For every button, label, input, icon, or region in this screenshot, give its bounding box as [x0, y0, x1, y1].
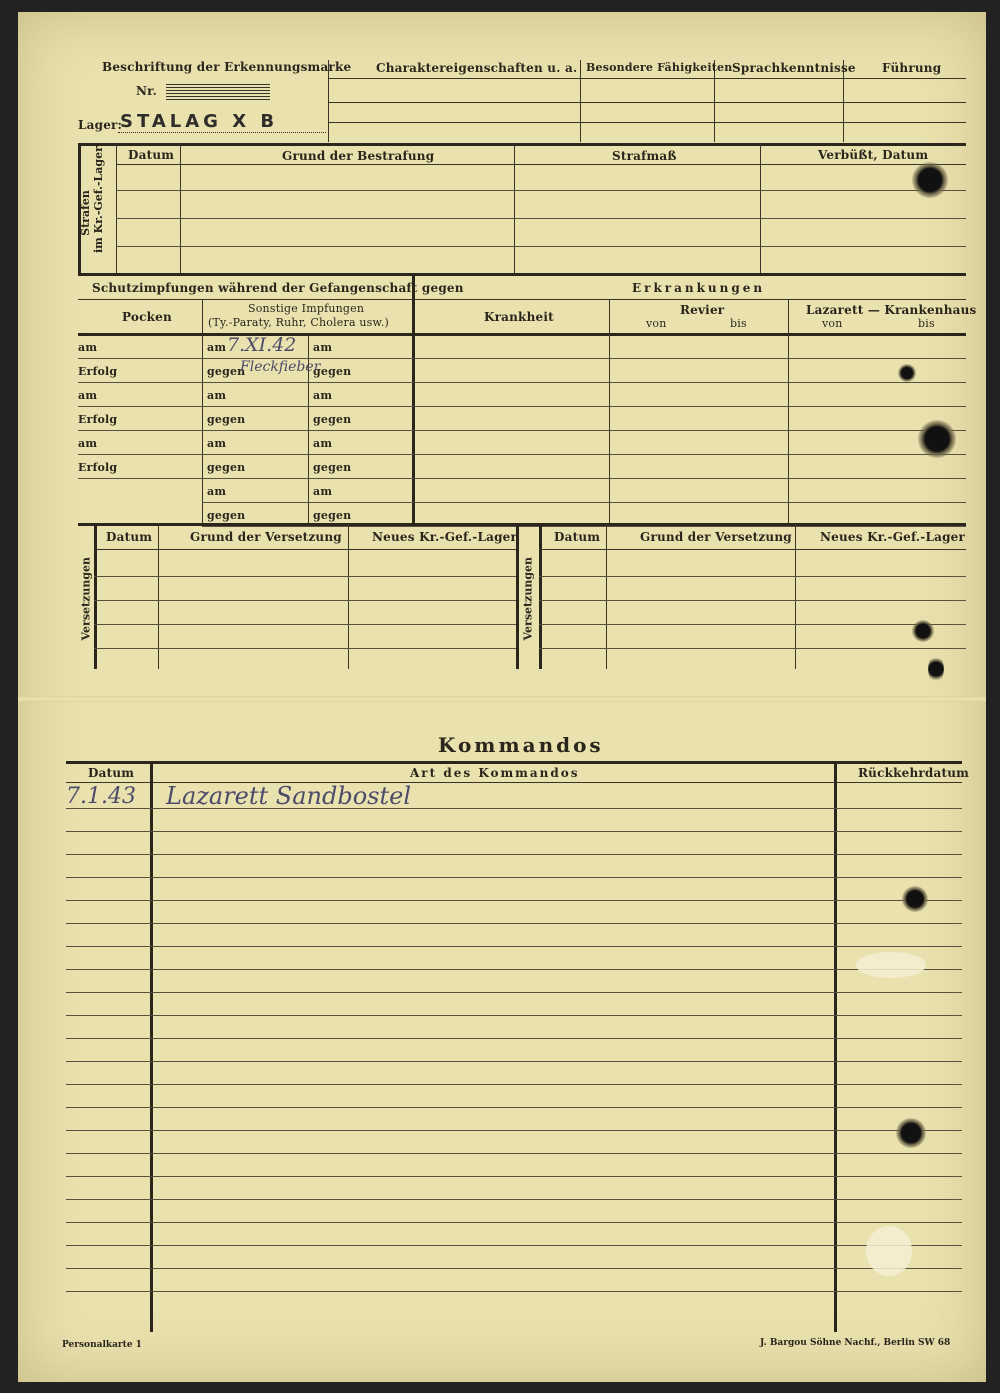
punishments-side-label-1: Strafen	[79, 190, 92, 236]
ruled-line	[412, 382, 966, 383]
ruled-line	[66, 1176, 962, 1177]
punch-hole	[918, 420, 956, 458]
vacc-col-other-2: (Ty.-Paraty, Ruhr, Cholera usw.)	[208, 316, 390, 329]
ruled-line	[66, 854, 962, 855]
tag-label: Beschriftung der Erkennungsmarke	[102, 60, 352, 74]
pox-row-label: am	[78, 389, 98, 402]
other-vacc-right-label: am	[313, 485, 333, 498]
ruled-line	[66, 1107, 962, 1108]
ruled-line	[94, 576, 516, 577]
other-vacc-left-label: gegen	[207, 365, 246, 378]
transfer-left-col-reason: Grund der Versetzung	[190, 530, 342, 544]
illness-col-revier: Revier	[680, 303, 725, 317]
fold-crease	[18, 696, 986, 702]
ruled-line	[539, 600, 966, 601]
ruled-line	[66, 1222, 962, 1223]
punch-hole	[896, 1118, 926, 1148]
kommando-col-line	[150, 761, 153, 1332]
lager-stamp: STALAG X B	[120, 111, 279, 132]
ruled-line	[66, 1130, 962, 1131]
other-vacc-right-label: gegen	[313, 461, 352, 474]
ruled-line	[412, 430, 966, 431]
ruled-line	[66, 1153, 962, 1154]
footer-printer: J. Bargou Söhne Nachf., Berlin SW 68	[760, 1338, 951, 1348]
kommandos-title: Kommandos	[438, 733, 604, 757]
ruled-line	[66, 1061, 962, 1062]
header-col-line	[580, 60, 581, 142]
ruled-line	[202, 454, 412, 455]
ruled-line	[202, 502, 412, 503]
ruled-line	[66, 831, 962, 832]
handwritten-kommando-date: 7.1.43	[66, 784, 136, 809]
ruled-line	[412, 526, 966, 527]
illness-lazarett-from: von	[822, 317, 843, 330]
other-vacc-right-label: am	[313, 341, 333, 354]
header-row-line	[328, 78, 966, 79]
ruled-line	[66, 900, 962, 901]
ruled-line	[66, 1038, 962, 1039]
kommando-col-type: Art des Kommandos	[410, 766, 580, 780]
ruled-line	[202, 478, 412, 479]
punch-hole	[898, 364, 916, 382]
transfer-left-col-new-camp: Neues Kr.-Gef.-Lager	[372, 530, 518, 544]
punish-col-line	[116, 143, 117, 273]
punch-hole	[912, 162, 948, 198]
punish-col-line	[514, 143, 515, 273]
punish-col-served: Verbüßt, Datum	[818, 148, 929, 162]
ruled-line	[412, 478, 966, 479]
illness-col-line	[788, 299, 789, 523]
transfer-right-col-new-camp: Neues Kr.-Gef.-Lager	[820, 530, 966, 544]
kommando-col-date: Datum	[88, 766, 135, 780]
punch-hole	[902, 886, 928, 912]
pox-row-label: Erfolg	[78, 413, 118, 426]
header-border-left	[328, 60, 329, 142]
punish-col-reason: Grund der Bestrafung	[282, 149, 435, 163]
illness-col-line	[609, 299, 610, 523]
vacc-col-other-1: Sonstige Impfungen	[248, 302, 365, 315]
punish-row-line	[116, 190, 966, 191]
ruled-line	[539, 549, 966, 550]
illness-revier-to: bis	[730, 317, 747, 330]
ruled-line	[66, 1084, 962, 1085]
ruled-line	[66, 969, 962, 970]
handwritten-vacc-against: Fleckfieber	[240, 359, 321, 375]
other-vacc-left-label: am	[207, 437, 227, 450]
ruled-line	[78, 478, 202, 479]
vacc-row-line	[78, 299, 412, 300]
kommando-col-return: Rückkehrdatum	[858, 766, 970, 780]
header-row-line	[328, 102, 966, 103]
ruled-line	[78, 454, 202, 455]
other-vacc-right-label: gegen	[313, 413, 352, 426]
transfer-side-label-left: Versetzungen	[79, 556, 93, 641]
illness-lazarett-to: bis	[918, 317, 935, 330]
ruled-line	[78, 358, 202, 359]
illness-col-lazarett: Lazarett — Krankenhaus	[806, 303, 977, 317]
punish-col-date: Datum	[128, 148, 175, 162]
ruled-line	[94, 624, 516, 625]
punish-row-line	[116, 164, 966, 165]
transfer-divider	[516, 523, 519, 669]
col-character: Charaktereigenschaften u. a.	[376, 61, 578, 75]
ruled-line	[66, 1015, 962, 1016]
ruled-line	[66, 923, 962, 924]
handwritten-kommando-type: Lazarett Sandbostel	[166, 782, 412, 810]
ruled-line	[66, 992, 962, 993]
other-vacc-right-label: am	[313, 389, 333, 402]
transfer-left-col-date: Datum	[106, 530, 153, 544]
punishments-side-label	[79, 146, 105, 253]
section-border	[78, 273, 966, 276]
illness-revier-from: von	[646, 317, 667, 330]
ruled-line	[412, 358, 966, 359]
col-conduct: Führung	[882, 61, 942, 75]
other-vacc-left-label: am	[207, 389, 227, 402]
transfer-right-col-reason: Grund der Versetzung	[640, 530, 792, 544]
ruled-line	[412, 406, 966, 407]
other-vacc-left-label: am	[207, 341, 227, 354]
other-vacc-right-label: am	[313, 437, 333, 450]
pox-row-label: am	[78, 341, 98, 354]
ruled-line	[66, 946, 962, 947]
punish-row-line	[116, 246, 966, 247]
pox-row-label: Erfolg	[78, 365, 118, 378]
ruled-line	[66, 1245, 962, 1246]
lager-underline	[118, 132, 326, 133]
ruled-line	[412, 502, 966, 503]
ruled-line	[94, 600, 516, 601]
lager-label: Lager:	[78, 118, 123, 132]
ruled-line	[66, 1291, 962, 1292]
pox-row-label: Erfolg	[78, 461, 118, 474]
nr-redaction-lines	[166, 84, 270, 100]
ruled-line	[202, 406, 412, 407]
illness-row-line	[412, 333, 966, 336]
ruled-line	[78, 406, 202, 407]
paper-tear	[866, 1226, 912, 1276]
kommando-top-border	[66, 761, 962, 764]
vacc-title: Schutzimpfungen während der Gefangenschaft gegen	[92, 281, 464, 295]
ruled-line	[202, 430, 412, 431]
punch-hole	[928, 656, 944, 682]
pox-row-label: am	[78, 437, 98, 450]
handwritten-vacc-date: 7.XI.42	[227, 334, 297, 356]
ruled-line	[66, 1199, 962, 1200]
kommando-col-line	[834, 761, 837, 1332]
illness-title: Erkrankungen	[632, 281, 766, 295]
ruled-line	[94, 648, 516, 649]
col-languages: Sprachkenntnisse	[732, 61, 856, 75]
vacc-col-pox: Pocken	[122, 310, 172, 324]
other-vacc-right-label: gegen	[313, 509, 352, 522]
other-vacc-left-label: gegen	[207, 413, 246, 426]
ruled-line	[202, 382, 412, 383]
section-border	[78, 523, 966, 526]
illness-row-line	[412, 299, 966, 300]
vacc-illness-divider	[412, 273, 415, 523]
other-vacc-left-label: am	[207, 485, 227, 498]
col-skills: Besondere Fähigkeiten	[586, 61, 733, 74]
ruled-line	[539, 624, 966, 625]
punish-col-penalty: Strafmaß	[612, 149, 677, 163]
ruled-line	[66, 1268, 962, 1269]
ruled-line	[78, 382, 202, 383]
punch-hole	[912, 620, 934, 642]
ruled-line	[412, 454, 966, 455]
ruled-line	[66, 877, 962, 878]
illness-col-name: Krankheit	[484, 310, 554, 324]
header-row-line	[328, 122, 966, 123]
other-vacc-right-label: gegen	[313, 365, 352, 378]
punish-row-line	[116, 218, 966, 219]
punish-col-line	[180, 143, 181, 273]
transfer-right-col-date: Datum	[554, 530, 601, 544]
punishments-side-label-2: im Kr.-Gef.-Lager	[92, 146, 105, 253]
footer-form-number: Personalkarte 1	[62, 1340, 142, 1350]
ruled-line	[78, 430, 202, 431]
ruled-line	[202, 526, 412, 527]
paper-tear	[856, 952, 926, 978]
section-border	[78, 143, 966, 146]
ruled-line	[539, 576, 966, 577]
punish-col-line	[760, 143, 761, 273]
nr-label: Nr.	[136, 84, 157, 98]
other-vacc-left-label: gegen	[207, 509, 246, 522]
other-vacc-left-label: gegen	[207, 461, 246, 474]
ruled-line	[94, 549, 516, 550]
ruled-line	[539, 648, 966, 649]
transfer-side-label-right: Versetzungen	[521, 556, 535, 641]
